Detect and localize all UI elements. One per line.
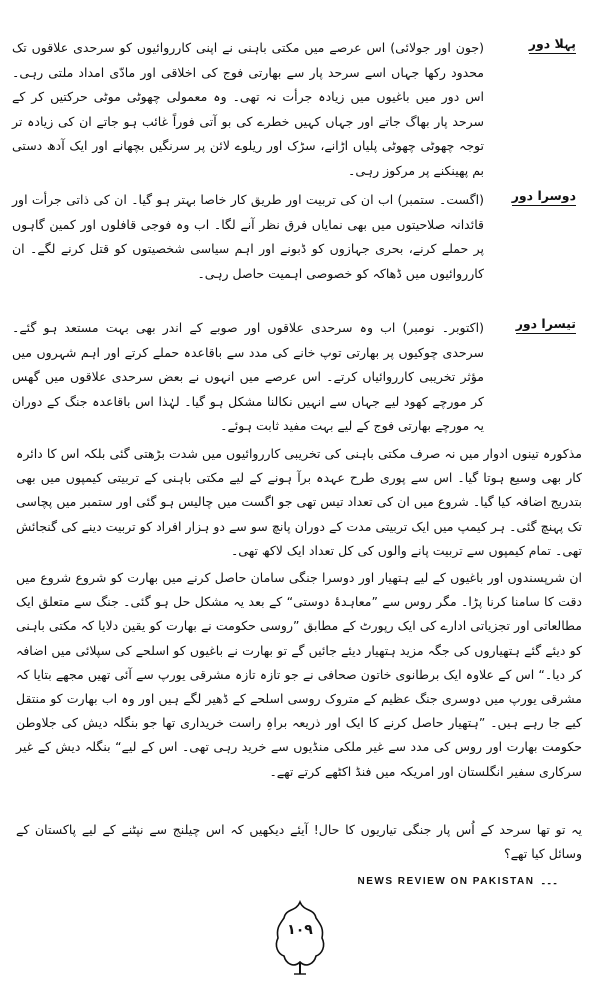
paragraph-conclusion: یہ تو تھا سرحد کے اُس پار جنگی تیاریوں کا حال! آیئے دیکھیں کہ اس چیلنج سے نپٹنے کے لیے پاکستان کے وسائل کیا تھے؟ <box>16 822 582 862</box>
phase-label <box>498 188 576 206</box>
phase-label-text: دوسرا دور <box>512 188 576 206</box>
phase-label-text: تیسرا دور <box>516 316 576 334</box>
paragraph-weapons-supply: ان شرپسندوں اور باغیوں کے لیے ہتھیار اور دوسرا جنگی سامان حاصل کرنے میں بھارت کو شروع شروع میں دقت کا سامنا کرنا پڑا۔ مگر روس سے ”معاہدۂ دوستی“ کے بعد یہ مشکل حل ہو گئی۔ جنگ سے متعلق ایک مطالعاتی اور تجزیاتی ادارے کی ایک رپورٹ کے مطابق ”روسی حکومت نے بھارت کو یقین دلایا کہ مکتی باہنی کو دیئے گئے ہتھیاروں کی جگہ مزید ہتھیار دیئے جائیں گے تو بھارت نے باغیوں کو اسلحے کی سپلائی میں اضافہ کر دیا۔“ اس کے علاوہ ایک برطانوی خاتون صحافی نے جو تازہ تازہ مشرقی یورپ سے آئی تھیں مجھے بتایا کہ مشرقی یورپ میں دوسری جنگ عظیم کے متروک روسی اسلحے کے ڈھیر لگے ہیں اور وہ اب بھارت کو منتقل کیے جا رہے ہیں۔ ”ہتھیار حاصل کرنے کا ایک اور ذریعہ براہِ راست خریداری تھا جو بنگلہ دیش کی جلاوطن حکومت بھارت اور روس کی مدد سے غیر ملکی منڈیوں سے خرید رہی تھی۔ اس کے لیے“ بنگلہ دیش کے غیر سرکاری سفیر انگلستان اور امریکہ میں فنڈ اکٹھے کرتے تھے۔ <box>16 570 582 779</box>
phase-text: (جون اور جولائی) اس عرصے میں مکتی باہنی نے اپنی کارروائیوں کو سرحدی علاقوں تک محدود رکھا جہاں اسے سرحد پار سے بھارتی فوج کی اخلاقی اور مادّی امداد ملتی رہی۔ اس دور میں باغیوں میں زیادہ جرأت نہ تھی۔ وہ معمولی چھوٹی موٹی حرکتیں کر کے سرحد پار بھاگ جاتے اور جہاں کہیں خطرے کی بو آتی فوراً غائب ہو جاتے ان کی زیادہ تر توجہ چھوٹی چھوٹی پلیاں اڑانے، سڑک اور ریلوے لائن پر سرنگیں بچھانے اور ایک آدھ دستی بم پھینکنے پر مرکوز رہی۔ <box>12 40 484 178</box>
phase-label <box>498 36 576 54</box>
phase-text: (اکتوبر۔ نومبر) اب وہ سرحدی علاقوں اور صوبے کے اندر بھی بہت مستعد ہو گئے۔ سرحدی چوکیوں پر بھارتی توپ خانے کی مدد سے باقاعدہ حملے کرتے اور اہم شہروں میں مؤثر تخریبی کارروائیاں کرتے۔ اس عرصے میں انہوں نے بعض سرحدی علاقوں میں گھس کر مورچے کھود لیے جہاں سے انہیں نکالنا مشکل ہو گیا۔ لہٰذا اس باقاعدہ جنگ کے دوران یہ مورچے بھارتی فوج کے لیے بہت مفید ثابت ہوئے۔ <box>12 320 484 434</box>
footer-source-text: NEWS REVIEW ON PAKISTAN <box>357 876 535 887</box>
phase-label <box>498 316 576 334</box>
paragraph-training-camps: مذکورہ تینوں ادوار میں نہ صرف مکتی باہنی کی تخریبی کارروائیوں میں شدت بڑھتی گئی بلکہ اس کا دائرہ کار بھی وسیع ہوتا گیا۔ اس سے پوری طرح عہدہ برآ ہونے کے لیے مکتی باہنی کے تربیتی کیمپوں میں بھی بتدریج اضافہ کیا گیا۔ شروع میں ان کی تعداد تیس تھی جو اگست میں چالیس ہو گئی اور ستمبر میں پچاسی تک پہنچ گئی۔ ہر کیمپ میں ایک تربیتی مدت کے دوران پانچ سو سے دو ہزار افراد کو تربیت دینے کی گنجائش تھی۔ تمام کیمپوں سے تربیت پانے والوں کی کل تعداد ایک لاکھ تھی۔ <box>16 446 582 558</box>
leaf-ornament-icon <box>270 898 330 978</box>
phase-text: (اگست۔ ستمبر) اب ان کی تربیت اور طریق کار خاصا بہتر ہو گیا۔ ان کی ذاتی جرأت اور قائدانہ صلاحیتوں میں بھی نمایاں فرق نظر آنے لگا۔ اب وہ فوجی قافلوں اور کمین گاہوں پر حملے کرنے، بحری جہازوں کو ڈبونے اور اہم سیاسی شخصیتوں کو قتل کرنے لگے۔ ان کارروائیوں میں ڈھاکہ کو خصوصی اہمیت حاصل رہی۔ <box>12 192 484 281</box>
footer-source <box>358 876 559 887</box>
phase-second <box>0 188 584 312</box>
phase-third <box>0 316 584 440</box>
phase-label-text: پہلا دور <box>529 36 576 54</box>
footer-mark: ۔۔۔ <box>540 876 558 887</box>
phase-first <box>0 36 584 184</box>
page-number: ۱۰۹ <box>287 922 313 938</box>
page-number-ornament <box>270 898 330 978</box>
